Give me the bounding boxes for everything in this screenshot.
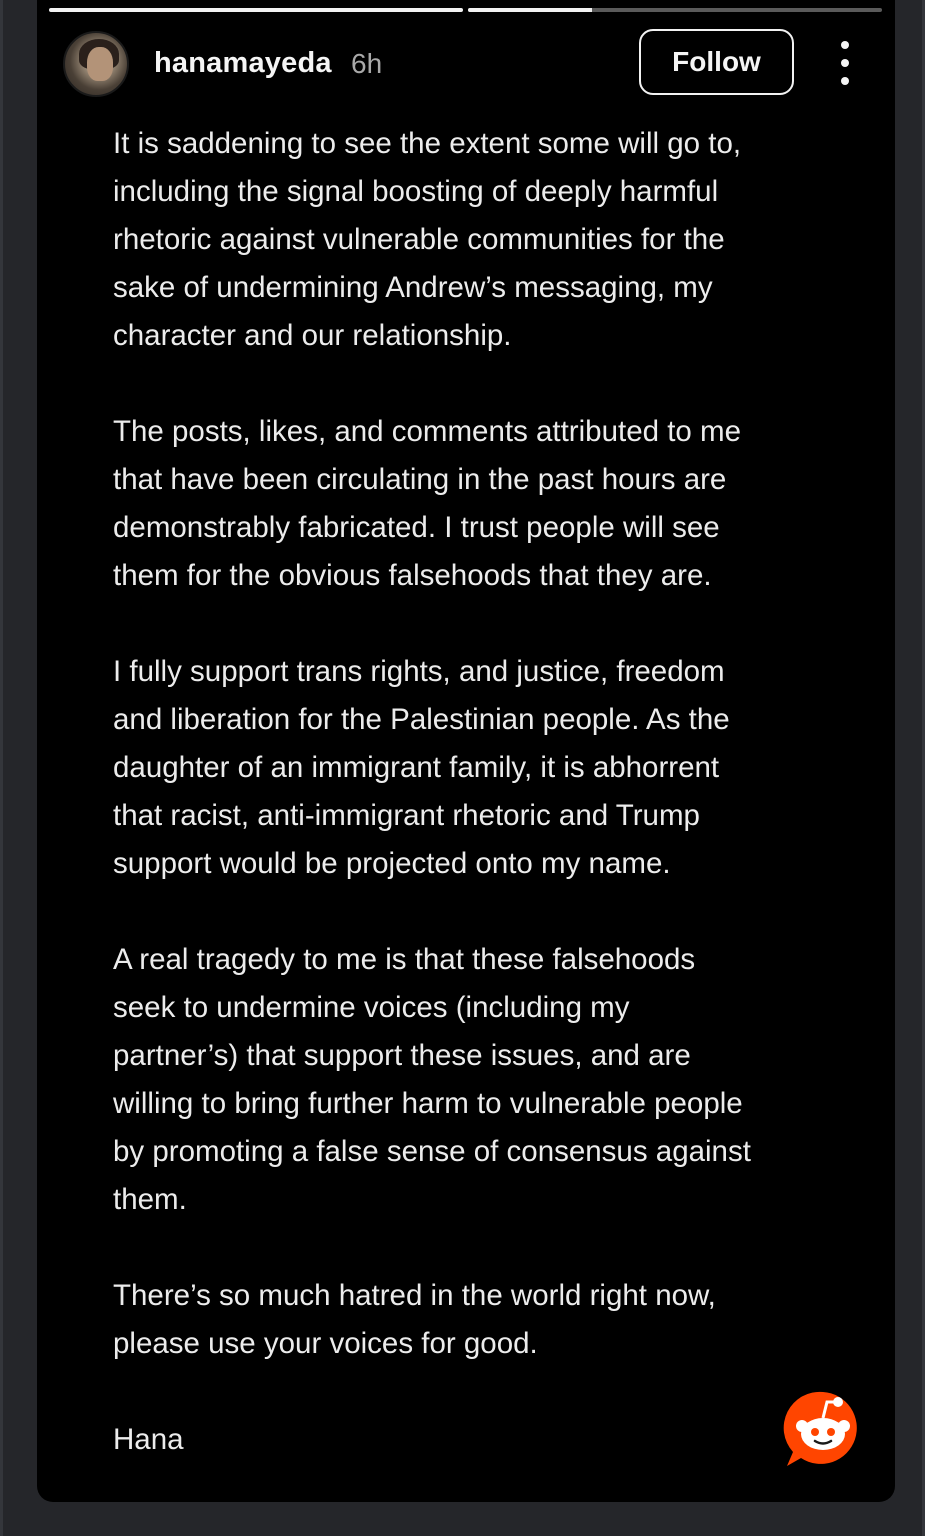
story-viewer[interactable]	[37, 0, 895, 1502]
progress-fill	[49, 8, 463, 12]
paragraph-1: It is saddening to see the extent some will go to, including the signal boosting of deeply harmful rhetoric against vulnerable communities for the sake of undermining Andrew’s messaging, my character and our relationship.	[113, 127, 742, 352]
post-time: 6h	[351, 48, 383, 79]
story-header	[63, 31, 869, 99]
dot	[841, 77, 849, 85]
dot	[841, 59, 849, 67]
avatar-face	[87, 47, 113, 81]
story-text	[113, 120, 833, 1464]
paragraph-3: I fully support trans rights, and justice, freedom and liberation for the Palestinian people. As the daughter of an immigrant family, it is abhorrent that racist, anti-immigrant rhetoric and Trump support would be projected onto my name.	[113, 655, 730, 880]
reddit-snoo-icon	[783, 1388, 863, 1468]
username[interactable]: hanamayeda	[154, 47, 332, 79]
signature: Hana	[113, 1423, 184, 1456]
progress-segment-2	[468, 8, 882, 12]
story-progress-bar	[49, 8, 882, 12]
progress-fill	[468, 8, 592, 12]
paragraph-2: The posts, likes, and comments attributed to me that have been circulating in the past hours are demonstrably fabricated. I trust people will see them for the obvious falsehoods that they are.	[113, 415, 741, 592]
paragraph-5: There’s so much hatred in the world right now, please use your voices for good.	[113, 1279, 716, 1360]
avatar[interactable]	[63, 31, 129, 97]
progress-segment-1	[49, 8, 463, 12]
dot	[841, 41, 849, 49]
paragraph-4: A real tragedy to me is that these falsehoods seek to undermine voices (including my partner’s) that support these issues, and are willing to bring further harm to vulnerable people by promoting a false sense of consensus against them.	[113, 943, 751, 1216]
follow-button[interactable]: Follow	[639, 29, 794, 95]
more-vertical-icon[interactable]	[833, 41, 857, 85]
